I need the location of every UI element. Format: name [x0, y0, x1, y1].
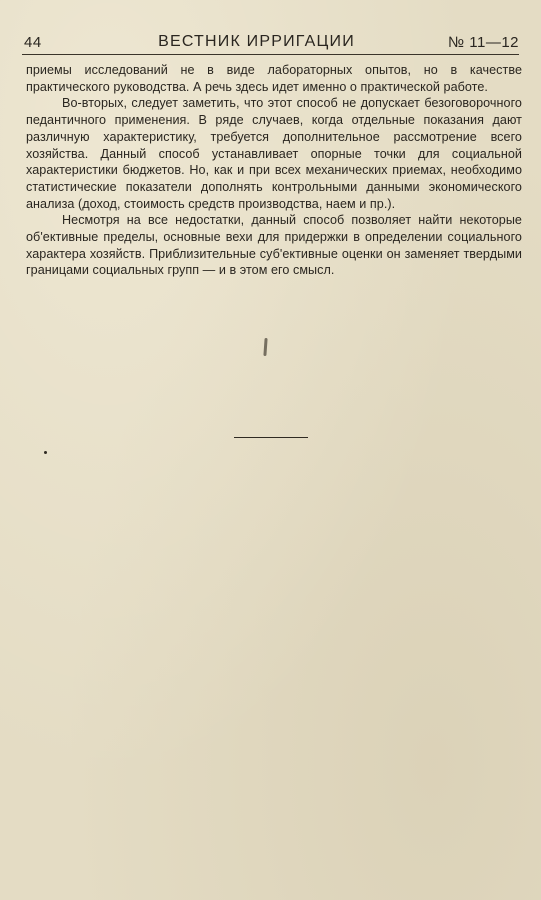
article-body	[26, 62, 522, 279]
ink-speck	[44, 451, 47, 454]
page-number: 44	[24, 33, 42, 51]
journal-title: ВЕСТНИК ИРРИГАЦИИ	[158, 33, 355, 50]
running-header	[24, 30, 519, 54]
paragraph-continuation: приемы исследований не в виде лабораторных опытов, но в качестве практического руководства. А речь здесь идет именно о практической работе.	[26, 63, 522, 94]
paragraph-conclusion: Несмотря на все недостатки, данный способ позволяет найти некоторые об'ективные пределы, основные вехи для придержки в определении социального характера хозяйств. Приблизительные суб'ективные оценки он заменяет твердыми границами социальных групп — и в этом его смысл.	[26, 213, 522, 278]
section-end-rule	[234, 437, 308, 438]
ink-mark	[263, 338, 267, 356]
issue-number: № 11—12	[447, 33, 519, 51]
paragraph-second-point: Во-вторых, следует заметить, что этот способ не допускает безоговорочного педантичного применения. В ряде случаев, когда отдельные показания дают различную характеристику, требуется дополнительное рассмотрение всего хозяйства. Данный способ устанавливает опорные точки для социальной характеристики бюджетов. Но, как и при всех механических приемах, необходимо статистические показатели дополнять контрольными данными экономического анализа (доход, стоимость средств производства, наем и пр.).	[26, 96, 522, 211]
header-divider	[22, 54, 519, 55]
